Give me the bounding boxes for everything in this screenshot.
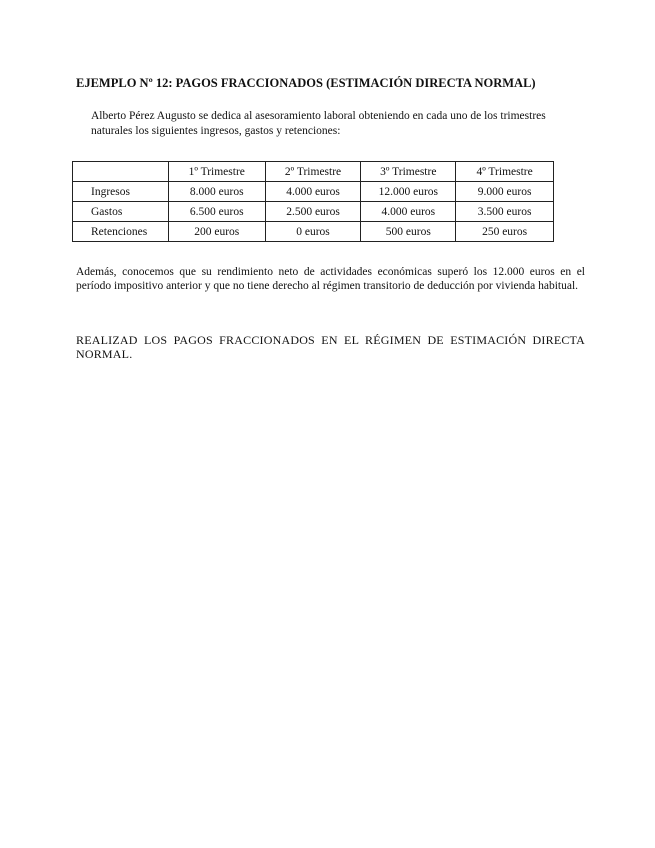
row-label-ingresos: Ingresos xyxy=(73,182,169,202)
table-cell: 9.000 euros xyxy=(456,182,554,202)
table-cell: 2.500 euros xyxy=(265,202,361,222)
quarterly-table xyxy=(72,161,554,242)
instruction-text: REALIZAD LOS PAGOS FRACCIONADOS EN EL RÉGIMEN DE ESTIMACIÓN DIRECTA NORMAL. xyxy=(76,333,585,361)
table-header-row xyxy=(73,162,554,182)
table-cell: 3.500 euros xyxy=(456,202,554,222)
table-cell: 4.000 euros xyxy=(361,202,456,222)
table-cell: 250 euros xyxy=(456,222,554,242)
table-cell: 8.000 euros xyxy=(168,182,265,202)
intro-line-2: naturales los siguientes ingresos, gastos y retenciones: xyxy=(91,125,341,137)
table-cell: 4.000 euros xyxy=(265,182,361,202)
row-label-retenciones: Retenciones xyxy=(73,222,169,242)
table-cell: 0 euros xyxy=(265,222,361,242)
table-row xyxy=(73,202,554,222)
table-cell: 500 euros xyxy=(361,222,456,242)
table-cell: 6.500 euros xyxy=(168,202,265,222)
table-header-q2: 2º Trimestre xyxy=(265,162,361,182)
intro-paragraph xyxy=(91,109,571,139)
table-cell: 12.000 euros xyxy=(361,182,456,202)
intro-line-1: Alberto Pérez Augusto se dedica al asesoramiento laboral obteniendo en cada uno de los trimestres xyxy=(91,110,546,122)
body-paragraph: Además, conocemos que su rendimiento neto de actividades económicas superó los 12.000 euros en el período impositivo anterior y que no tiene derecho al régimen transitorio de deducción por vivienda habitual. xyxy=(76,266,585,292)
table-header-empty xyxy=(73,162,169,182)
table-cell: 200 euros xyxy=(168,222,265,242)
table-header-q3: 3º Trimestre xyxy=(361,162,456,182)
table-row xyxy=(73,182,554,202)
row-label-gastos: Gastos xyxy=(73,202,169,222)
table-row xyxy=(73,222,554,242)
page-title: EJEMPLO Nº 12: PAGOS FRACCIONADOS (ESTIMACIÓN DIRECTA NORMAL) xyxy=(76,76,536,90)
table-header-q4: 4º Trimestre xyxy=(456,162,554,182)
table-header-q1: 1º Trimestre xyxy=(168,162,265,182)
